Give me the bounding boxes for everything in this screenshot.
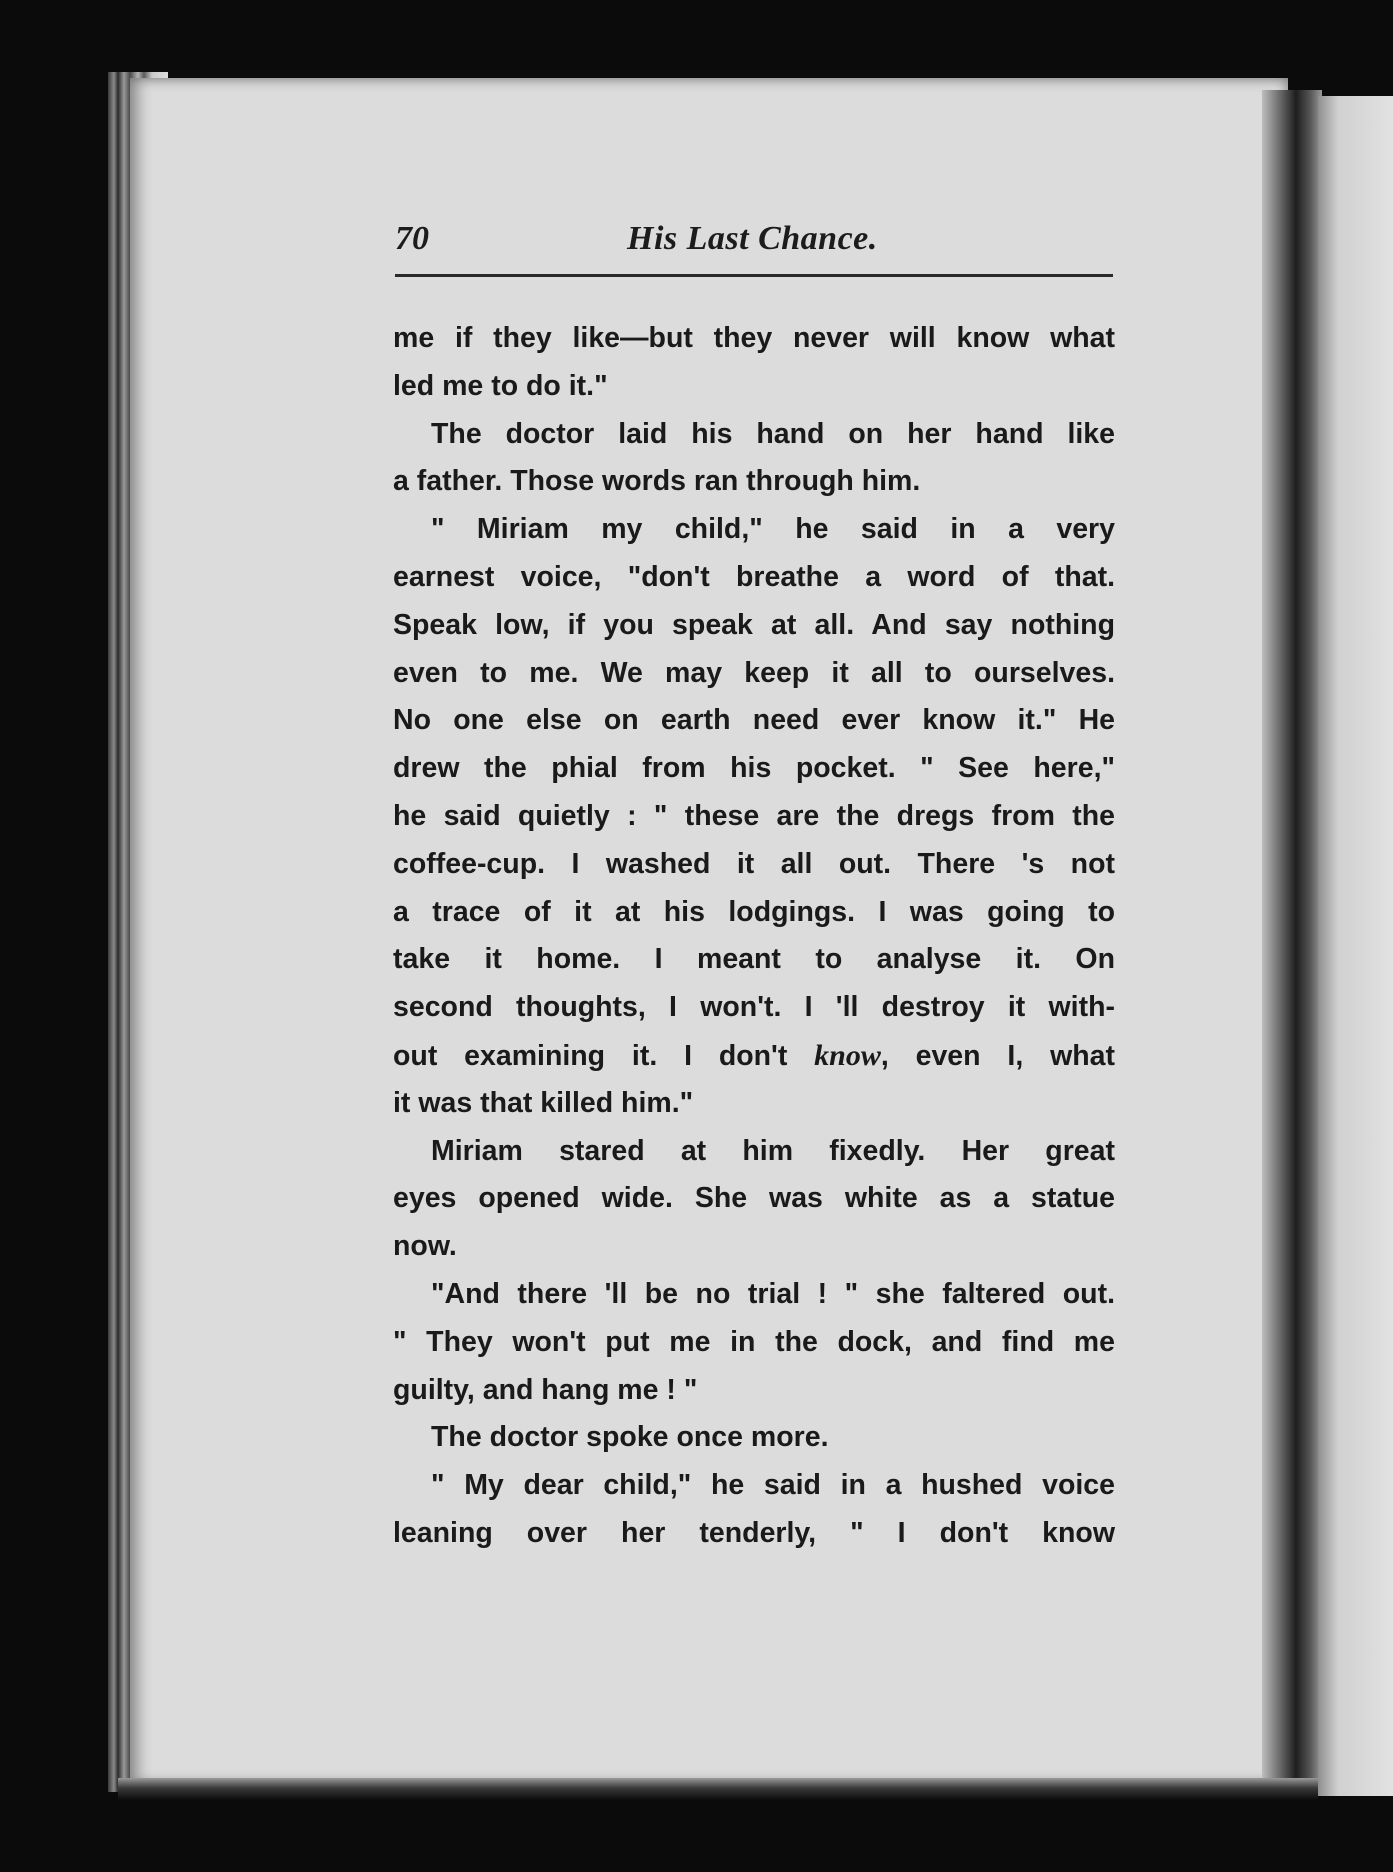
text-line-with-italic — [393, 1032, 1115, 1080]
binding-gutter — [1262, 90, 1322, 1790]
text-line: second thoughts, I won't. I 'll destroy it with- — [393, 991, 1115, 1024]
text-line: now. — [393, 1230, 457, 1263]
body-text — [393, 315, 1115, 1558]
text-line: No one else on earth need ever know it." He — [393, 704, 1115, 737]
text-line: take it home. I meant to analyse it. On — [393, 943, 1115, 976]
text-line: " My dear child," he said in a hushed voice — [431, 1469, 1115, 1502]
text-line: " Miriam my child," he said in a very — [431, 513, 1115, 546]
text-line: me if they like—but they never will know what — [393, 322, 1115, 354]
text-line: Miriam stared at him fixedly. Her great — [431, 1134, 1115, 1167]
text-line: led me to do it." — [393, 369, 608, 402]
text-line: earnest voice, "don't breathe a word of that. — [393, 560, 1115, 593]
text-line: guilty, and hang me ! " — [393, 1373, 698, 1406]
text-line: even to me. We may keep it all to ourselves. — [393, 656, 1115, 689]
italic-word: know — [814, 1038, 881, 1072]
text-line: The doctor laid his hand on her hand like — [431, 417, 1115, 450]
text-line: The doctor spoke once more. — [431, 1421, 829, 1454]
text-line: leaning over her tenderly, " I don't know — [393, 1516, 1115, 1549]
text-segment: out examining it. I don't — [393, 1039, 815, 1072]
header-rule — [395, 274, 1113, 277]
text-line: it was that killed him." — [393, 1086, 694, 1119]
facing-page — [1318, 96, 1393, 1796]
text-line: " They won't put me in the dock, and find me — [393, 1325, 1115, 1358]
text-segment: , even I, what — [880, 1039, 1115, 1072]
text-line: Speak low, if you speak at all. And say nothing — [393, 608, 1115, 641]
text-line: coffee-cup. I washed it all out. There 's not — [393, 847, 1115, 880]
page-number: 70 — [395, 220, 429, 257]
book-bottom-edge — [118, 1778, 1318, 1800]
running-header — [395, 216, 1113, 264]
text-line: "And there 'll be no trial ! " she faltered out. — [431, 1277, 1115, 1310]
text-line: a trace of it at his lodgings. I was going to — [393, 895, 1115, 928]
running-title: His Last Chance. — [627, 220, 878, 257]
text-line: eyes opened wide. She was white as a statue — [393, 1182, 1115, 1215]
text-line: drew the phial from his pocket. " See here," — [393, 752, 1115, 785]
text-line: he said quietly : " these are the dregs from the — [393, 799, 1115, 832]
text-line: a father. Those words ran through him. — [393, 465, 921, 498]
